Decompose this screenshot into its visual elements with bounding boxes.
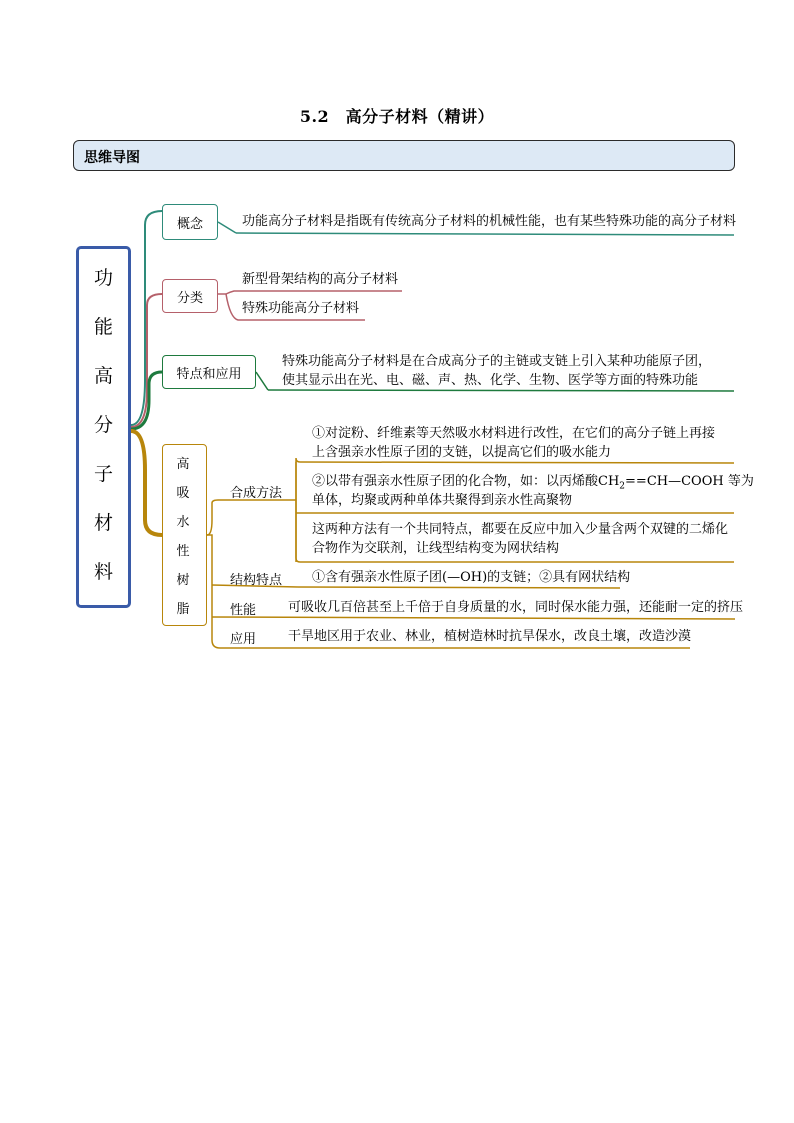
root-char: 子	[93, 463, 113, 485]
section-title: 思维导图	[84, 150, 140, 166]
resin-char: 吸	[176, 486, 190, 501]
synthesis-method-1-line: ①对淀粉、纤维素等天然吸水材料进行改性，在它们的高分子链上再接	[312, 426, 716, 441]
synthesis-common-line: 这两种方法有一个共同特点，都要在反应中加入少量含两个双键的二烯化	[312, 522, 729, 537]
root-char: 料	[93, 561, 113, 583]
concept-label: 概念	[176, 216, 203, 232]
classify-node	[162, 279, 218, 313]
classify-item: 新型骨架结构的高分子材料	[242, 272, 399, 287]
synthesis-method-2-post: ==CH—COOH 等为	[625, 474, 754, 489]
synthesis-common-line: 合物作为交联剂，让线型结构变为网状结构	[312, 541, 560, 556]
root-char: 材	[93, 512, 113, 534]
synthesis-method-2-pre: ②以带有强亲水性原子团的化合物，如：以丙烯酸CH	[312, 474, 620, 489]
root-char: 能	[93, 316, 113, 338]
root-char: 高	[93, 365, 113, 387]
structure-text: ①含有强亲水性原子团(—OH)的支链；②具有网状结构	[312, 570, 631, 585]
features-line: 使其显示出在光、电、磁、声、热、化学、生物、医学等方面的特殊功能	[282, 373, 699, 388]
concept-text: 功能高分子材料是指既有传统高分子材料的机械性能，也有某些特殊功能的高分子材料	[242, 214, 737, 229]
root-char: 分	[93, 414, 113, 436]
concept-node	[162, 204, 218, 240]
property-label: 性能	[230, 603, 257, 618]
resin-char: 性	[176, 544, 190, 559]
synthesis-label: 合成方法	[230, 486, 283, 501]
resin-char: 高	[176, 457, 190, 472]
resin-char: 脂	[176, 602, 190, 617]
root-char: 功	[93, 267, 113, 289]
formula-subscript: 2	[619, 481, 626, 492]
property-text: 可吸收几百倍甚至上千倍于自身质量的水，同时保水能力强，还能耐一定的挤压	[288, 600, 744, 615]
synthesis-method-2-line: 单体，均聚或两种单体共聚得到亲水性高聚物	[312, 493, 573, 508]
features-node	[162, 355, 256, 389]
synthesis-method-1-line: 上含强亲水性原子团的支链，以提高它们的吸水能力	[312, 445, 612, 460]
classify-label: 分类	[176, 290, 203, 306]
resin-char: 水	[176, 515, 190, 530]
features-label: 特点和应用	[176, 366, 242, 382]
application-label: 应用	[230, 632, 257, 647]
application-text: 干旱地区用于农业、林业，植树造林时抗旱保水，改良土壤，改造沙漠	[288, 629, 692, 644]
classify-item: 特殊功能高分子材料	[242, 301, 360, 316]
resin-node	[162, 444, 207, 626]
features-line: 特殊功能高分子材料是在合成高分子的主链或支链上引入某种功能原子团，	[282, 354, 712, 369]
page-title: 5.2 高分子材料（精讲）	[299, 107, 495, 126]
root-topic-box	[76, 246, 131, 608]
structure-label: 结构特点	[230, 573, 283, 588]
resin-char: 树	[176, 573, 190, 588]
